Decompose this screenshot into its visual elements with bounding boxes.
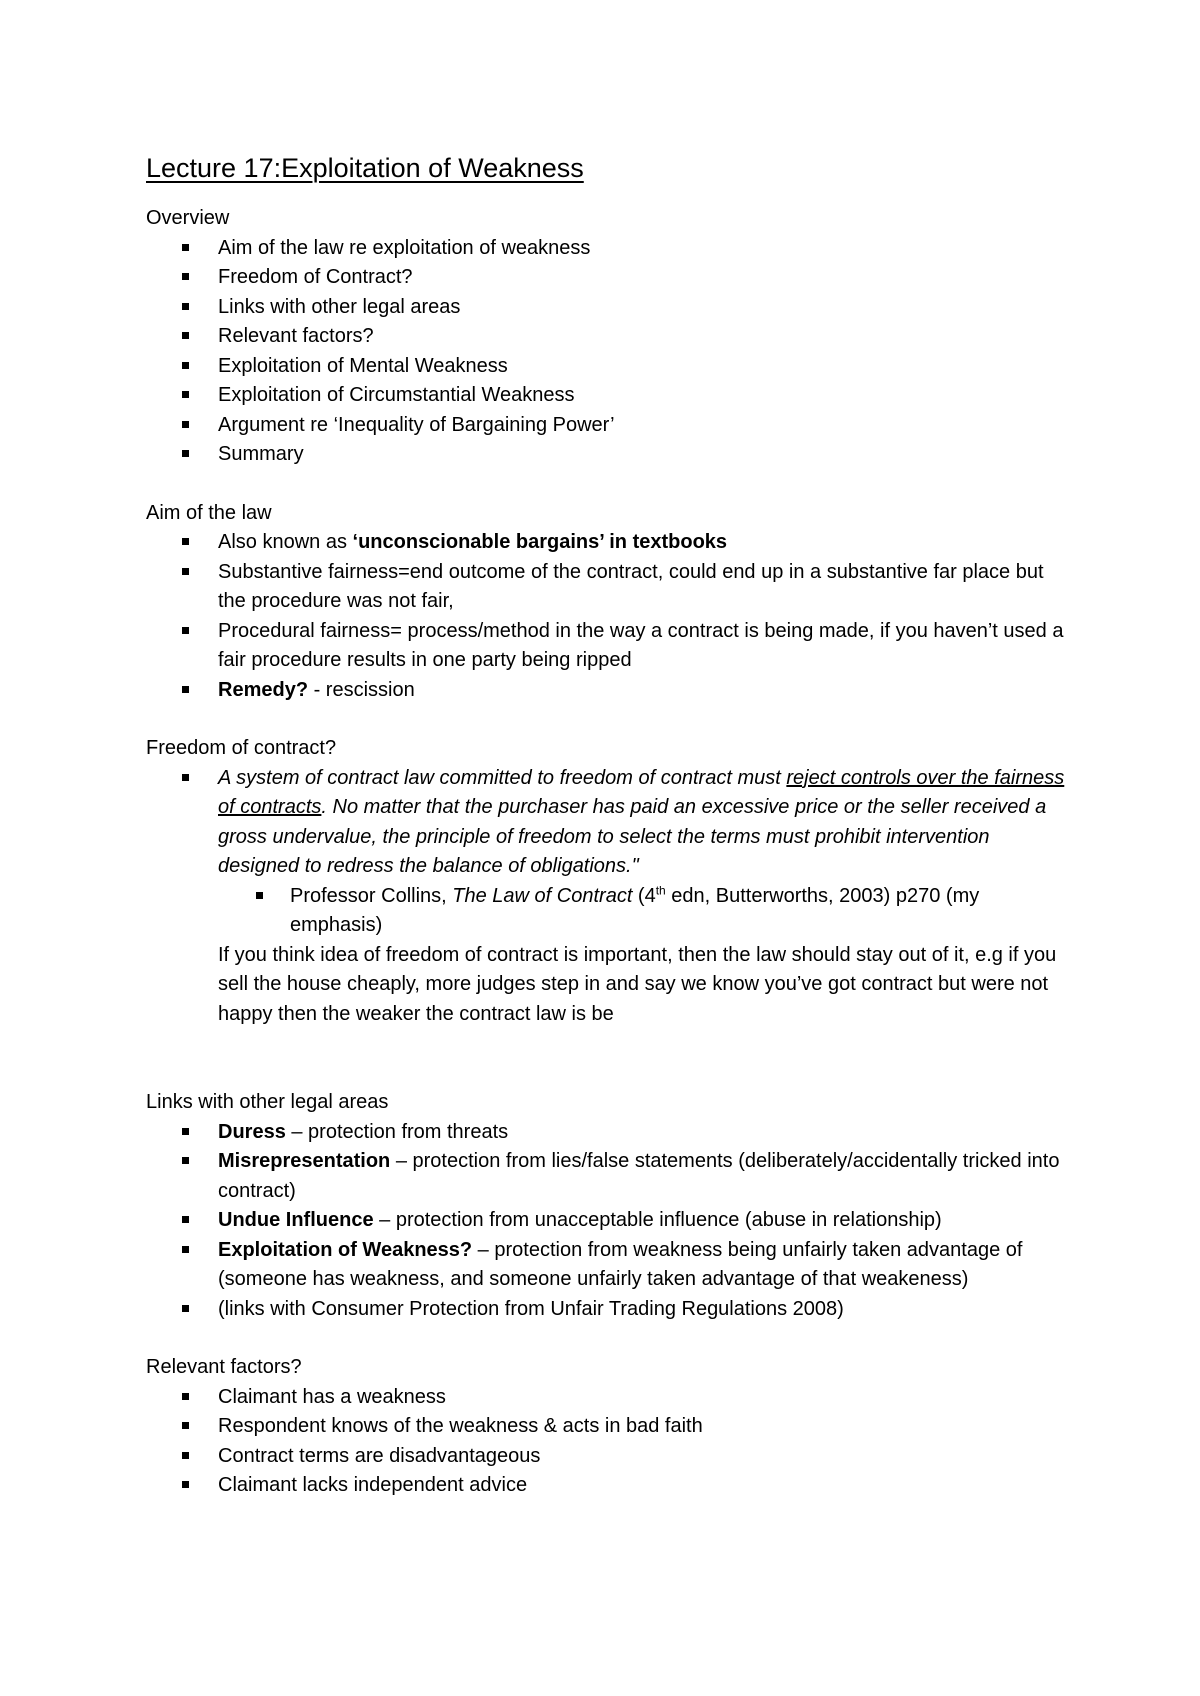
list-item: Contract terms are disadvantageous: [218, 1442, 1076, 1472]
list-item: Exploitation of Weakness? – protection from weakness being unfairly taken advantage of (someone has weakness, and someone unfairly taken advantage of that weakeness): [218, 1236, 1076, 1295]
list-item: Remedy? - rescission: [218, 676, 1076, 706]
list-item: Relevant factors?: [218, 322, 1076, 352]
square-bullet-icon: [256, 892, 263, 899]
square-bullet-icon: [182, 362, 189, 369]
list-item: Undue Influence – protection from unacceptable influence (abuse in relationship): [218, 1206, 1076, 1236]
list-item: (links with Consumer Protection from Unfair Trading Regulations 2008): [218, 1295, 1076, 1325]
square-bullet-icon: [182, 1305, 189, 1312]
square-bullet-icon: [182, 391, 189, 398]
list-item: Argument re ‘Inequality of Bargaining Power’: [218, 411, 1076, 441]
list-item: Summary: [218, 440, 1076, 470]
square-bullet-icon: [182, 1157, 189, 1164]
square-bullet-icon: [182, 332, 189, 339]
page-title: Lecture 17:Exploitation of Weakness: [146, 153, 584, 183]
links-list: [146, 1118, 1076, 1325]
list-item: Claimant has a weakness: [218, 1383, 1076, 1413]
links-heading: Links with other legal areas: [146, 1091, 389, 1113]
list-item: Respondent knows of the weakness & acts in bad faith: [218, 1412, 1076, 1442]
square-bullet-icon: [182, 421, 189, 428]
list-item: Duress – protection from threats: [218, 1118, 1076, 1148]
freedom-note: If you think idea of freedom of contract is important, then the law should stay out of it, e.g if you sell the house cheaply, more judges step in and say we know you’ve got contract but were not happy then the weaker the contract law is be: [218, 943, 1057, 1025]
list-item: Procedural fairness= process/method in the way a contract is being made, if you haven’t used a fair procedure results in one party being ripped: [218, 617, 1076, 676]
list-item: Aim of the law re exploitation of weakness: [218, 234, 1076, 264]
list-item: Freedom of Contract?: [218, 263, 1076, 293]
square-bullet-icon: [182, 1246, 189, 1253]
square-bullet-icon: [182, 686, 189, 693]
freedom-heading: Freedom of contract?: [146, 737, 337, 759]
list-item: Exploitation of Mental Weakness: [218, 352, 1076, 382]
square-bullet-icon: [182, 627, 189, 634]
square-bullet-icon: [182, 538, 189, 545]
square-bullet-icon: [182, 1452, 189, 1459]
freedom-list: [146, 764, 1076, 941]
factors-list: [146, 1383, 1076, 1501]
overview-heading: Overview: [146, 207, 230, 229]
square-bullet-icon: [182, 568, 189, 575]
square-bullet-icon: [182, 1128, 189, 1135]
list-item: Professor Collins, The Law of Contract (4th edn, Butterworths, 2003) p270 (my emphasis): [290, 882, 1076, 941]
list-item: Links with other legal areas: [218, 293, 1076, 323]
square-bullet-icon: [182, 1393, 189, 1400]
quote-text: A system of contract law committed to freedom of contract must reject controls over the fairness of contracts. No matter that the purchaser has paid an excessive price or the seller received a gross undervalue, the principle of freedom to select the terms must prohibit intervention designed to redress the balance of obligations.": [218, 766, 1065, 877]
square-bullet-icon: [182, 244, 189, 251]
square-bullet-icon: [182, 1481, 189, 1488]
square-bullet-icon: [182, 1216, 189, 1223]
spacer: [146, 1324, 1076, 1353]
spacer: [146, 705, 1076, 734]
list-item: Substantive fairness=end outcome of the contract, could end up in a substantive far place but the procedure was not fair,: [218, 558, 1076, 617]
spacer: [146, 470, 1076, 499]
list-item: Misrepresentation – protection from lies/false statements (deliberately/accidentally tricked into contract): [218, 1147, 1076, 1206]
list-item: [218, 764, 1076, 941]
aim-list: [146, 528, 1076, 705]
square-bullet-icon: [182, 303, 189, 310]
list-item: Exploitation of Circumstantial Weakness: [218, 381, 1076, 411]
overview-list: [146, 234, 1076, 470]
citation-list: [218, 882, 1076, 941]
document-page: [146, 148, 1076, 1501]
square-bullet-icon: [182, 273, 189, 280]
square-bullet-icon: [182, 774, 189, 781]
factors-heading: Relevant factors?: [146, 1356, 302, 1378]
spacer: [146, 1029, 1076, 1088]
list-item: Claimant lacks independent advice: [218, 1471, 1076, 1501]
aim-heading: Aim of the law: [146, 501, 272, 524]
square-bullet-icon: [182, 450, 189, 457]
list-item: Also known as ‘unconscionable bargains’ in textbooks: [218, 528, 1076, 558]
square-bullet-icon: [182, 1422, 189, 1429]
